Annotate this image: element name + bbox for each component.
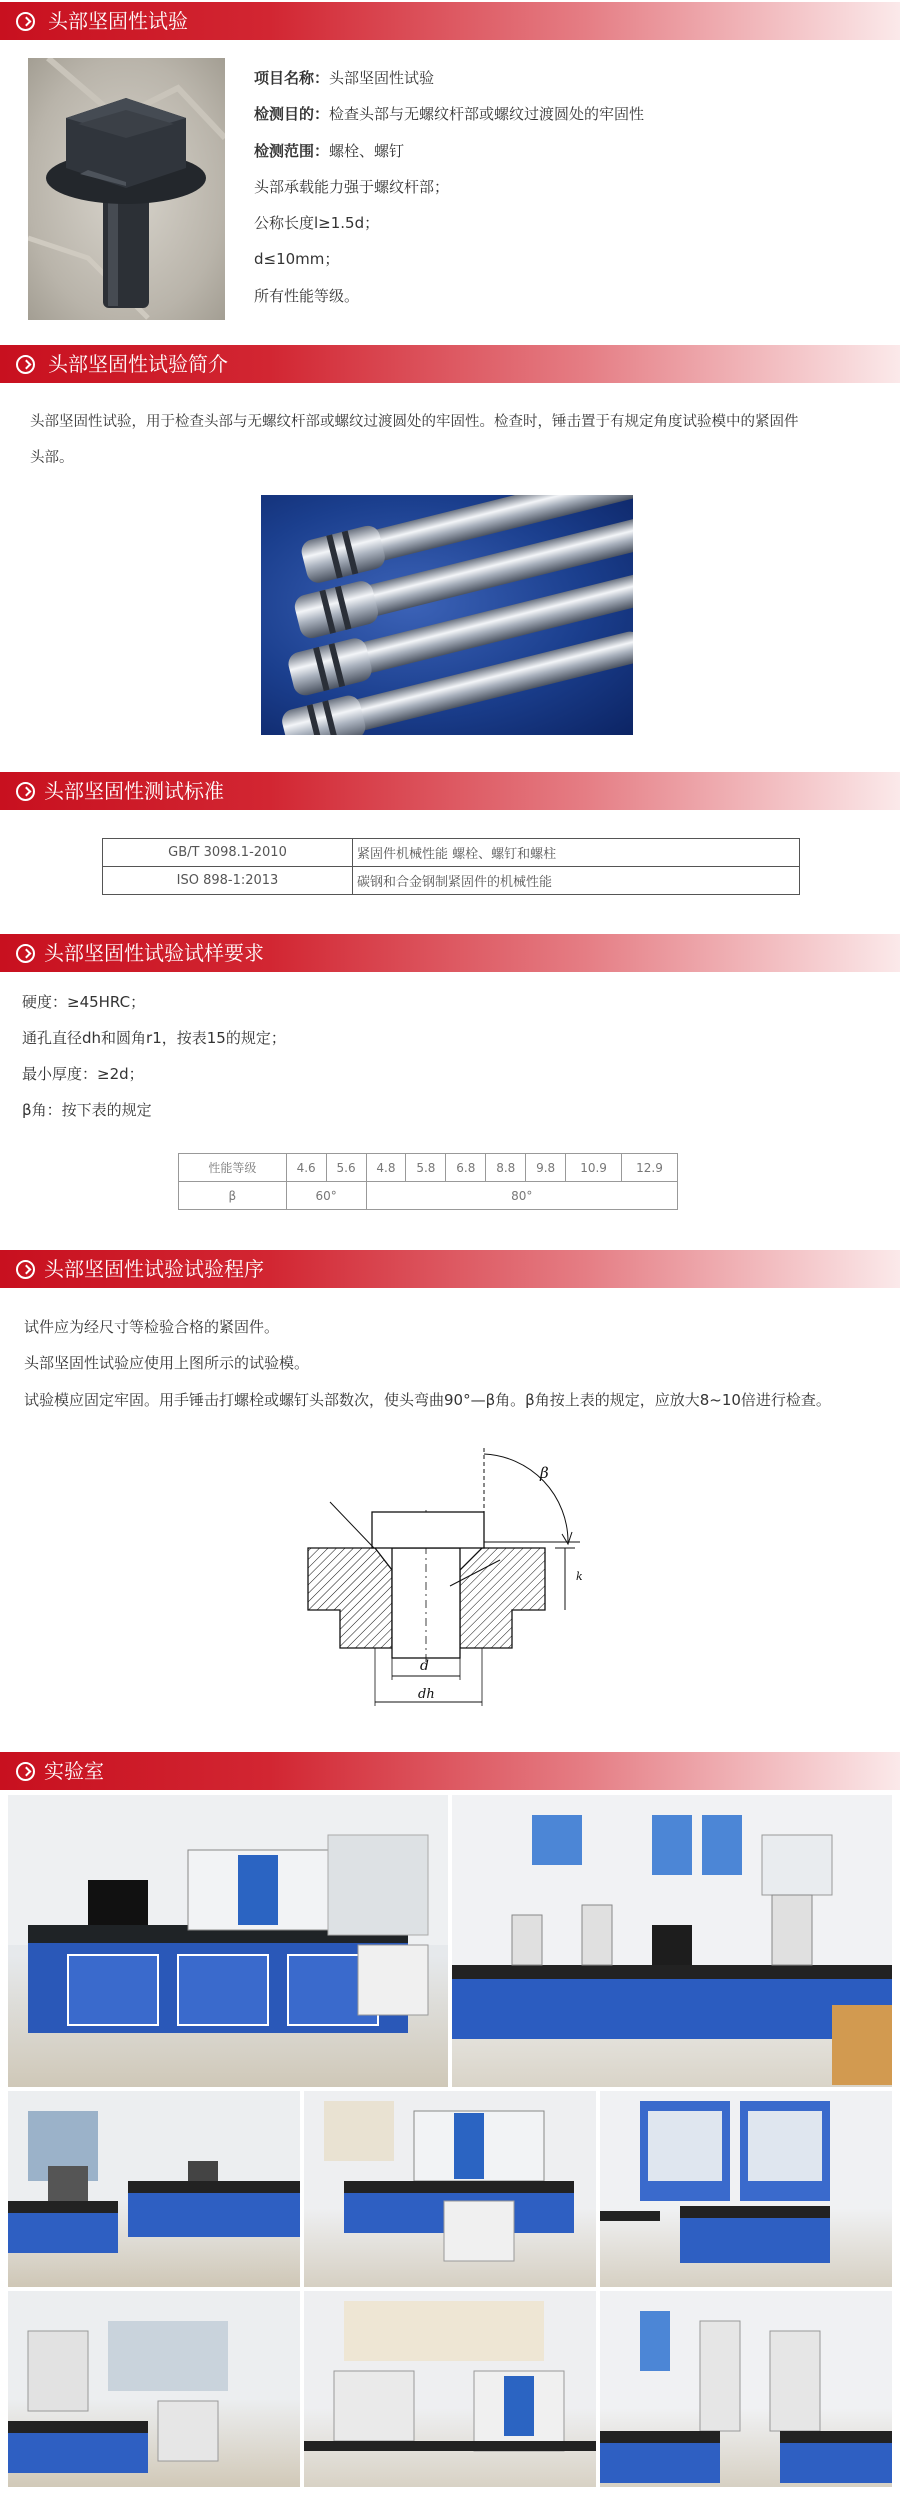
standard-name: 碳钢和合金钢制紧固件的机械性能 <box>353 867 800 895</box>
section-title: 实验室 <box>44 1759 104 1783</box>
section-header-standards <box>0 772 900 810</box>
requirement-thickness: 最小厚度：≥2d； <box>22 1065 144 1083</box>
label-beta: β <box>540 1464 549 1482</box>
grade-value: 5.8 <box>406 1154 446 1182</box>
scope-label: 检测范围： <box>254 142 330 160</box>
label-dh: dh <box>418 1687 435 1702</box>
grade-value: 4.8 <box>366 1154 406 1182</box>
requirement-hole-diameter: 通孔直径dh和圆角r1，按表15的规定； <box>22 1029 286 1047</box>
standard-name: 紧固件机械性能 螺栓、螺钉和螺柱 <box>353 839 800 867</box>
procedure-line-3: 试验模应固定牢固。用手锤击打螺栓或螺钉头部数次，使头弯曲90°—β角。β角按上表的规定，应放大8~10倍进行检查。 <box>24 1391 831 1409</box>
standard-code: ISO 898-1:2013 <box>103 867 353 895</box>
lab-photo-room-d <box>8 2291 300 2487</box>
chevron-circle-icon <box>16 355 35 374</box>
table-row <box>179 1154 678 1182</box>
grade-value: 12.9 <box>622 1154 678 1182</box>
chevron-circle-icon <box>16 12 35 31</box>
label-d: d <box>420 1658 429 1674</box>
table-row <box>103 867 800 895</box>
purpose-label: 检测目的： <box>254 105 330 123</box>
standard-code: GB/T 3098.1-2010 <box>103 839 353 867</box>
section-title: 头部坚固性试验试样要求 <box>44 941 264 965</box>
scope-detail-2: 公称长度l≥1.5d； <box>254 214 380 232</box>
bolt-photo <box>28 58 225 320</box>
section-title: 头部坚固性试验试验程序 <box>44 1257 264 1281</box>
scope-detail-4: 所有性能等级。 <box>254 287 360 305</box>
chevron-circle-icon <box>16 1762 35 1781</box>
beta-60: 60° <box>286 1182 366 1210</box>
grade-header: 性能等级 <box>179 1154 287 1182</box>
table-row <box>179 1182 678 1210</box>
label-k: k <box>576 1570 583 1583</box>
purpose-value: 检查头部与无螺纹杆部或螺纹过渡圆处的牢固性 <box>329 105 645 123</box>
grade-value: 8.8 <box>486 1154 526 1182</box>
lab-photo-room-e <box>304 2291 596 2487</box>
grade-value: 4.6 <box>286 1154 326 1182</box>
project-name-value: 头部坚固性试验 <box>329 69 435 87</box>
procedure-line-1: 试件应为经尺寸等检验合格的紧固件。 <box>24 1318 280 1336</box>
beta-80: 80° <box>366 1182 677 1210</box>
grade-value: 9.8 <box>526 1154 566 1182</box>
requirement-hardness: 硬度：≥45HRC； <box>22 993 146 1011</box>
standards-table <box>102 838 800 895</box>
scope-value: 螺栓、螺钉 <box>329 142 405 160</box>
chevron-circle-icon <box>16 1260 35 1279</box>
beta-angle-table <box>178 1153 678 1210</box>
section-header-head-soundness-test <box>0 2 900 40</box>
scope-detail-3: d≤10mm； <box>254 250 340 268</box>
test-die-diagram <box>300 1440 600 1710</box>
lab-photo-hardness-testers <box>452 1795 892 2087</box>
lab-photo-room-a <box>8 2091 300 2287</box>
test-die-photo <box>261 495 633 735</box>
intro-text-line-1: 头部坚固性试验，用于检查头部与无螺纹杆部或螺纹过渡圆处的牢固性。检查时，锤击置于有规定角度试验模中的紧固件 <box>30 414 799 430</box>
grade-value: 10.9 <box>566 1154 622 1182</box>
section-title: 头部坚固性试验 <box>48 9 188 33</box>
requirement-beta-angle: β角：按下表的规定 <box>22 1101 152 1119</box>
section-title: 头部坚固性测试标准 <box>44 779 224 803</box>
chevron-circle-icon <box>16 944 35 963</box>
project-name-line <box>254 68 434 88</box>
chevron-circle-icon <box>16 782 35 801</box>
lab-photo-room-f <box>600 2291 892 2487</box>
section-header-test-procedure <box>0 1250 900 1288</box>
scope-detail-1: 头部承载能力强于螺纹杆部； <box>254 178 450 196</box>
lab-photo-room-c <box>600 2091 892 2287</box>
beta-label: β <box>179 1182 287 1210</box>
section-header-laboratory <box>0 1752 900 1790</box>
lab-photo-room-b <box>304 2091 596 2287</box>
section-header-specimen-requirements <box>0 934 900 972</box>
section-header-intro <box>0 345 900 383</box>
purpose-line <box>254 104 644 124</box>
table-row <box>103 839 800 867</box>
project-name-label: 项目名称： <box>254 69 330 87</box>
intro-text-line-2: 头部。 <box>30 450 74 466</box>
procedure-line-2: 头部坚固性试验应使用上图所示的试验模。 <box>24 1354 310 1372</box>
grade-value: 6.8 <box>446 1154 486 1182</box>
grade-value: 5.6 <box>326 1154 366 1182</box>
section-title: 头部坚固性试验简介 <box>48 352 228 376</box>
lab-photo-spectrometer <box>8 1795 448 2087</box>
scope-line <box>254 141 404 161</box>
